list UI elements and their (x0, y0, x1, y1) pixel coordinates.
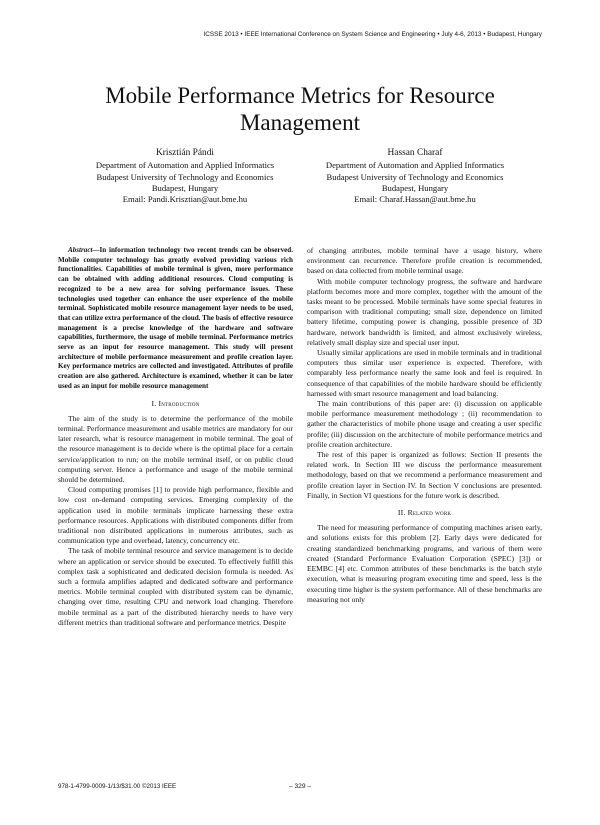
intro-paragraph: Usually similar applications are used in mobile terminals and in traditional computers thus similar user experience is expected. Therefore, with comparably less performance nearly the same look and feel is required. In consequence of that capabilities of the mobile hardware should be efficiently harnessed with smart resource management and load balancing. (307, 348, 542, 398)
abstract-label: Abstract— (68, 246, 100, 254)
author-email: Email: Pandi.Krisztian@aut.bme.hu (122, 194, 248, 205)
intro-paragraph: The aim of the study is to determine the performance of the mobile terminal. Performance measurement and usable metrics are mandatory for our later research, what is resource management in mobile terminal. The goal of the resource management is to decide where is the optimal place for a certain service/application to run; on the mobile terminal itself, or on public cloud computing server. Hence a performance and usage of the mobile terminal should be determined. (58, 413, 293, 484)
author-2 (290, 148, 540, 205)
left-column (58, 246, 293, 628)
author-university: Budapest University of Technology and Economics (326, 171, 504, 182)
section-heading-related-work: II. Related work (397, 508, 452, 518)
author-name: Hassan Charaf (387, 148, 443, 158)
conference-header: ICSSE 2013 • IEEE International Conference on System Science and Engineering • July 4-6, 2013 • Budapest, Hungary (203, 31, 542, 38)
abstract-text: In information technology two recent trends can be observed. Mobile computer technology has greatly evolved providing various rich functionalities. Capabilities of mobile terminal is given, more performance can be obtained with adding additional resources. Cloud computing is recognized to be a new area for solving performance issues. These technologies used together can enhance the user experience of the mobile terminal. Sophisticated mobile resource management layer needs to be used, that can utilize extra performance of the cloud. The basis of effective resource management is a precise knowledge of the hardware and software capabilities, furthermore, the usage of mobile terminal. Performance metrics serve as an input for resource management. This study will present architecture of mobile performance measurement and profile creation layer. Key performance metrics are collected and investigated. Attributes of profile creation are also gathered. Architecture is examined, whether it can be later used as an input for mobile resource management (58, 246, 293, 390)
author-location: Budapest, Hungary (381, 182, 449, 193)
author-dept: Department of Automation and Applied Informatics (325, 160, 505, 171)
section-heading-introduction: I. Introduction (151, 398, 200, 408)
intro-paragraph: Cloud computing promises [1] to provide high performance, flexible and low cost on-demand computing services. Emerging complexity of the application used in mobile terminals implicate harnessing these extra performance resources. Applications with distributed components differ from traditional non distributed applications in numerous attributes, such as communication type and overhead, latency, concurrency etc. (58, 485, 293, 546)
author-name: Krisztián Pándi (155, 148, 215, 158)
paper-title: Mobile Performance Metrics for Resource Management (105, 83, 495, 135)
author-dept: Department of Automation and Applied Informatics (95, 160, 275, 171)
intro-paragraph: The task of mobile terminal resource and service management is to decide where an application or service should be executed. To effectively fulfill this complex task a sophisticated and dedicated decision formula is needed. As such a formula amplifies adapted and dedicated software and performance metrics. Mobile terminal coupled with distributed system can be dynamic, changing over time, resulting CPU and network load changing. Therefore mobile terminal as a part of the distributed hierarchy needs to have very different metrics than traditional software and performance metrics. Despite (58, 546, 293, 627)
related-paragraph: The need for measuring performance of computing machines arisen early, and solutions exists for this problem [2]. Early days were dedicated for creating standardized benchmarking programs, and various of them were created (Standard Performance Evaluation Corporation (SPEC) [3]) or EEMBC [4] etc. Common attributes of these benchmarks is the batch style execution, what is measuring program executing time and speed, less is the executing time higher is the system performance. All of these benchmarks are measuring not only (307, 523, 542, 604)
author-university: Budapest University of Technology and Economics (96, 171, 274, 182)
author-location: Budapest, Hungary (151, 182, 219, 193)
intro-paragraph: The rest of this paper is organized as follows: Section II presents the related work. In Section III we discuss the performance measurement methodology, based on that we recommend a performance measurement and profile creation layer in Section IV. In Section V conclusions are presented. Finally, in Section VI questions for the future work is described. (307, 450, 542, 500)
author-1 (60, 148, 310, 205)
author-email: Email: Charaf.Hassan@aut.bme.hu (354, 194, 476, 205)
page-number: – 329 – (289, 783, 311, 790)
right-column (307, 246, 542, 605)
intro-continuation: of changing attributes, mobile terminal have a usage history, where environment can recurrence. Therefore profile creation is recommended, based on data collected from mobile terminal usage. (307, 246, 542, 276)
intro-paragraph: The main contributions of this paper are: (i) discussion on applicable mobile performance measurement methodology ; (ii) recommendation to gather the characteristics of mobile phone usage and creating a user specific profile; (iii) discussion on the architecture of mobile performance metrics and profile creation architecture. (307, 399, 542, 449)
copyright-notice: 978-1-4799-0009-1/13/$31.00 ©2013 IEEE (58, 783, 177, 790)
abstract (58, 246, 293, 392)
intro-paragraph: With mobile computer technology progress, the software and hardware platform becomes more and more complex, together with the amount of the tasks meant to be processed. Mobile terminals have some special features in comparison with traditional computing; small size, dependence on limited battery lifetime, computing power is changing, possible presence of 3D hardware, network bandwidth is limited, and almost exclusively wireless, relatively small display size and special user input. (307, 276, 542, 347)
author-block (60, 148, 540, 208)
